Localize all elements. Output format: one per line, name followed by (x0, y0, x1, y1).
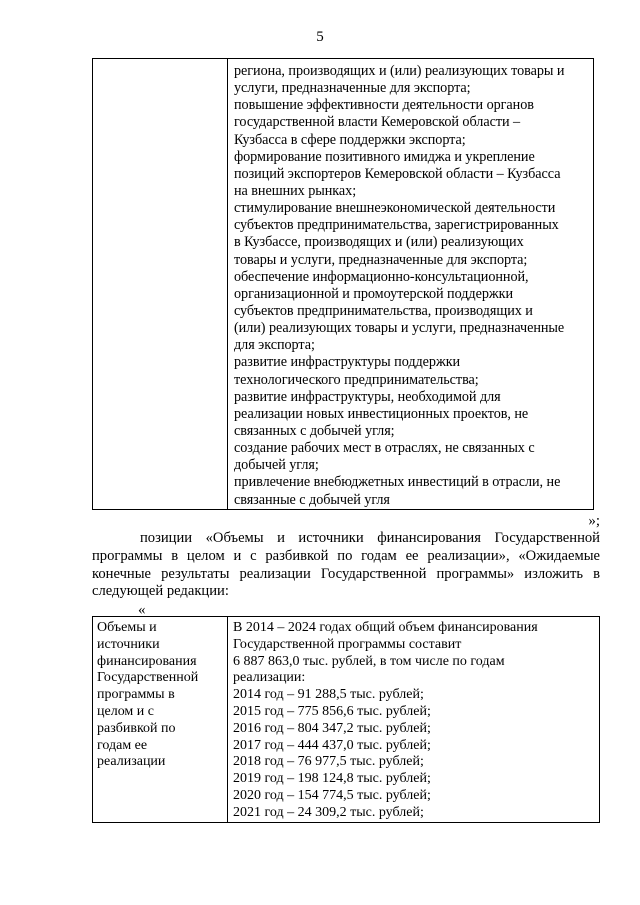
goals-line: для экспорта; (234, 337, 315, 354)
goals-line: Кузбасса в сфере поддержки экспорта; (234, 131, 466, 148)
goals-line: обеспечение информационно-консультационной, (234, 268, 529, 285)
value-line: 2020 год – 154 774,5 тыс. рублей; (233, 787, 431, 803)
opening-quote: « (138, 602, 146, 618)
goals-line: развитие инфраструктуры поддержки (234, 354, 461, 371)
label-line: Объемы и (97, 620, 157, 635)
goals-line: связанных с добычей угля; (234, 422, 395, 439)
goals-line: привлечение внебюджетных инвестиций в отрасли, не (234, 474, 561, 491)
value-line: 6 887 863,0 тыс. рублей, в том числе по годам (233, 653, 505, 669)
value-line: В 2014 – 2024 годах общий объем финансирования (233, 620, 538, 635)
table-cell-empty (93, 59, 228, 510)
label-line: финансирования (97, 653, 197, 669)
goals-line: региона, производящих и (или) реализующих товары и (234, 63, 565, 79)
value-line: 2019 год – 198 124,8 тыс. рублей; (233, 771, 431, 787)
goals-line: технологического предпринимательства; (234, 371, 479, 388)
value-line: реализации: (233, 670, 306, 686)
value-line: 2021 год – 24 309,2 тыс. рублей; (233, 804, 424, 820)
goals-line: в Кузбассе, производящих и (или) реализующих (234, 234, 524, 251)
page-number: 5 (316, 29, 324, 45)
label-line: разбивкой по (97, 720, 176, 736)
paragraph-line: конечные результаты реализации Государственной программы» изложить в (92, 565, 600, 582)
paragraph-line: позиции «Объемы и источники финансирования Государственной (140, 530, 600, 546)
goals-line: создание рабочих мест в отраслях, не связанных с (234, 440, 535, 457)
instruction-paragraph (92, 530, 600, 601)
goals-line: позиций экспортеров Кемеровской области – Кузбасса (234, 165, 561, 182)
goals-line: повышение эффективности деятельности органов (234, 97, 534, 114)
goals-line: формирование позитивного имиджа и укрепление (234, 148, 535, 165)
table-row (93, 59, 594, 510)
value-line: 2014 год – 91 288,5 тыс. рублей; (233, 687, 424, 703)
goals-line: стимулирование внешнеэкономической деятельности (234, 200, 556, 217)
financing-label-cell (93, 617, 228, 823)
label-line: целом и с (97, 703, 154, 719)
goals-cell (228, 59, 594, 510)
value-line: 2016 год – 804 347,2 тыс. рублей; (233, 720, 431, 736)
table-row (93, 617, 600, 823)
goals-line: развитие инфраструктуры, необходимой для (234, 388, 501, 405)
label-line: Государственной (97, 670, 199, 686)
goals-line: реализации новых инвестиционных проектов, не (234, 405, 529, 422)
goals-line: государственной власти Кемеровской области – (234, 114, 521, 131)
goals-line: товары и услуги, предназначенные для экспорта; (234, 251, 528, 268)
value-line: 2017 год – 444 437,0 тыс. рублей; (233, 737, 431, 753)
goals-line: субъектов предпринимательства, зарегистрированных (234, 217, 559, 234)
goals-line: услуги, предназначенные для экспорта; (234, 80, 471, 97)
financing-value-cell (228, 617, 600, 823)
paragraph-line: следующей редакции: (92, 583, 229, 600)
value-line: Государственной программы составит (233, 636, 462, 652)
goals-line: (или) реализующих товары и услуги, предназначенные (234, 320, 565, 337)
value-line: 2018 год – 76 977,5 тыс. рублей; (233, 754, 424, 770)
closing-quote: »; (588, 513, 600, 529)
goals-line: субъектов предпринимательства, производящих и (234, 302, 533, 319)
value-line: 2015 год – 775 856,6 тыс. рублей; (233, 703, 431, 719)
paragraph-line: программы в целом и с разбивкой по годам ее реализации», «Ожидаемые (92, 547, 600, 564)
goals-table-continuation (92, 58, 594, 510)
label-line: источники (97, 636, 160, 652)
financing-table (92, 616, 600, 823)
label-line: годам ее (97, 737, 148, 753)
goals-line: на внешних рынках; (234, 182, 357, 199)
goals-line: добычей угля; (234, 457, 319, 474)
goals-line: связанные с добычей угля (234, 491, 390, 508)
label-line: реализации (97, 754, 166, 770)
label-line: программы в (97, 687, 175, 703)
goals-line: организационной и промоутерской поддержки (234, 285, 513, 302)
